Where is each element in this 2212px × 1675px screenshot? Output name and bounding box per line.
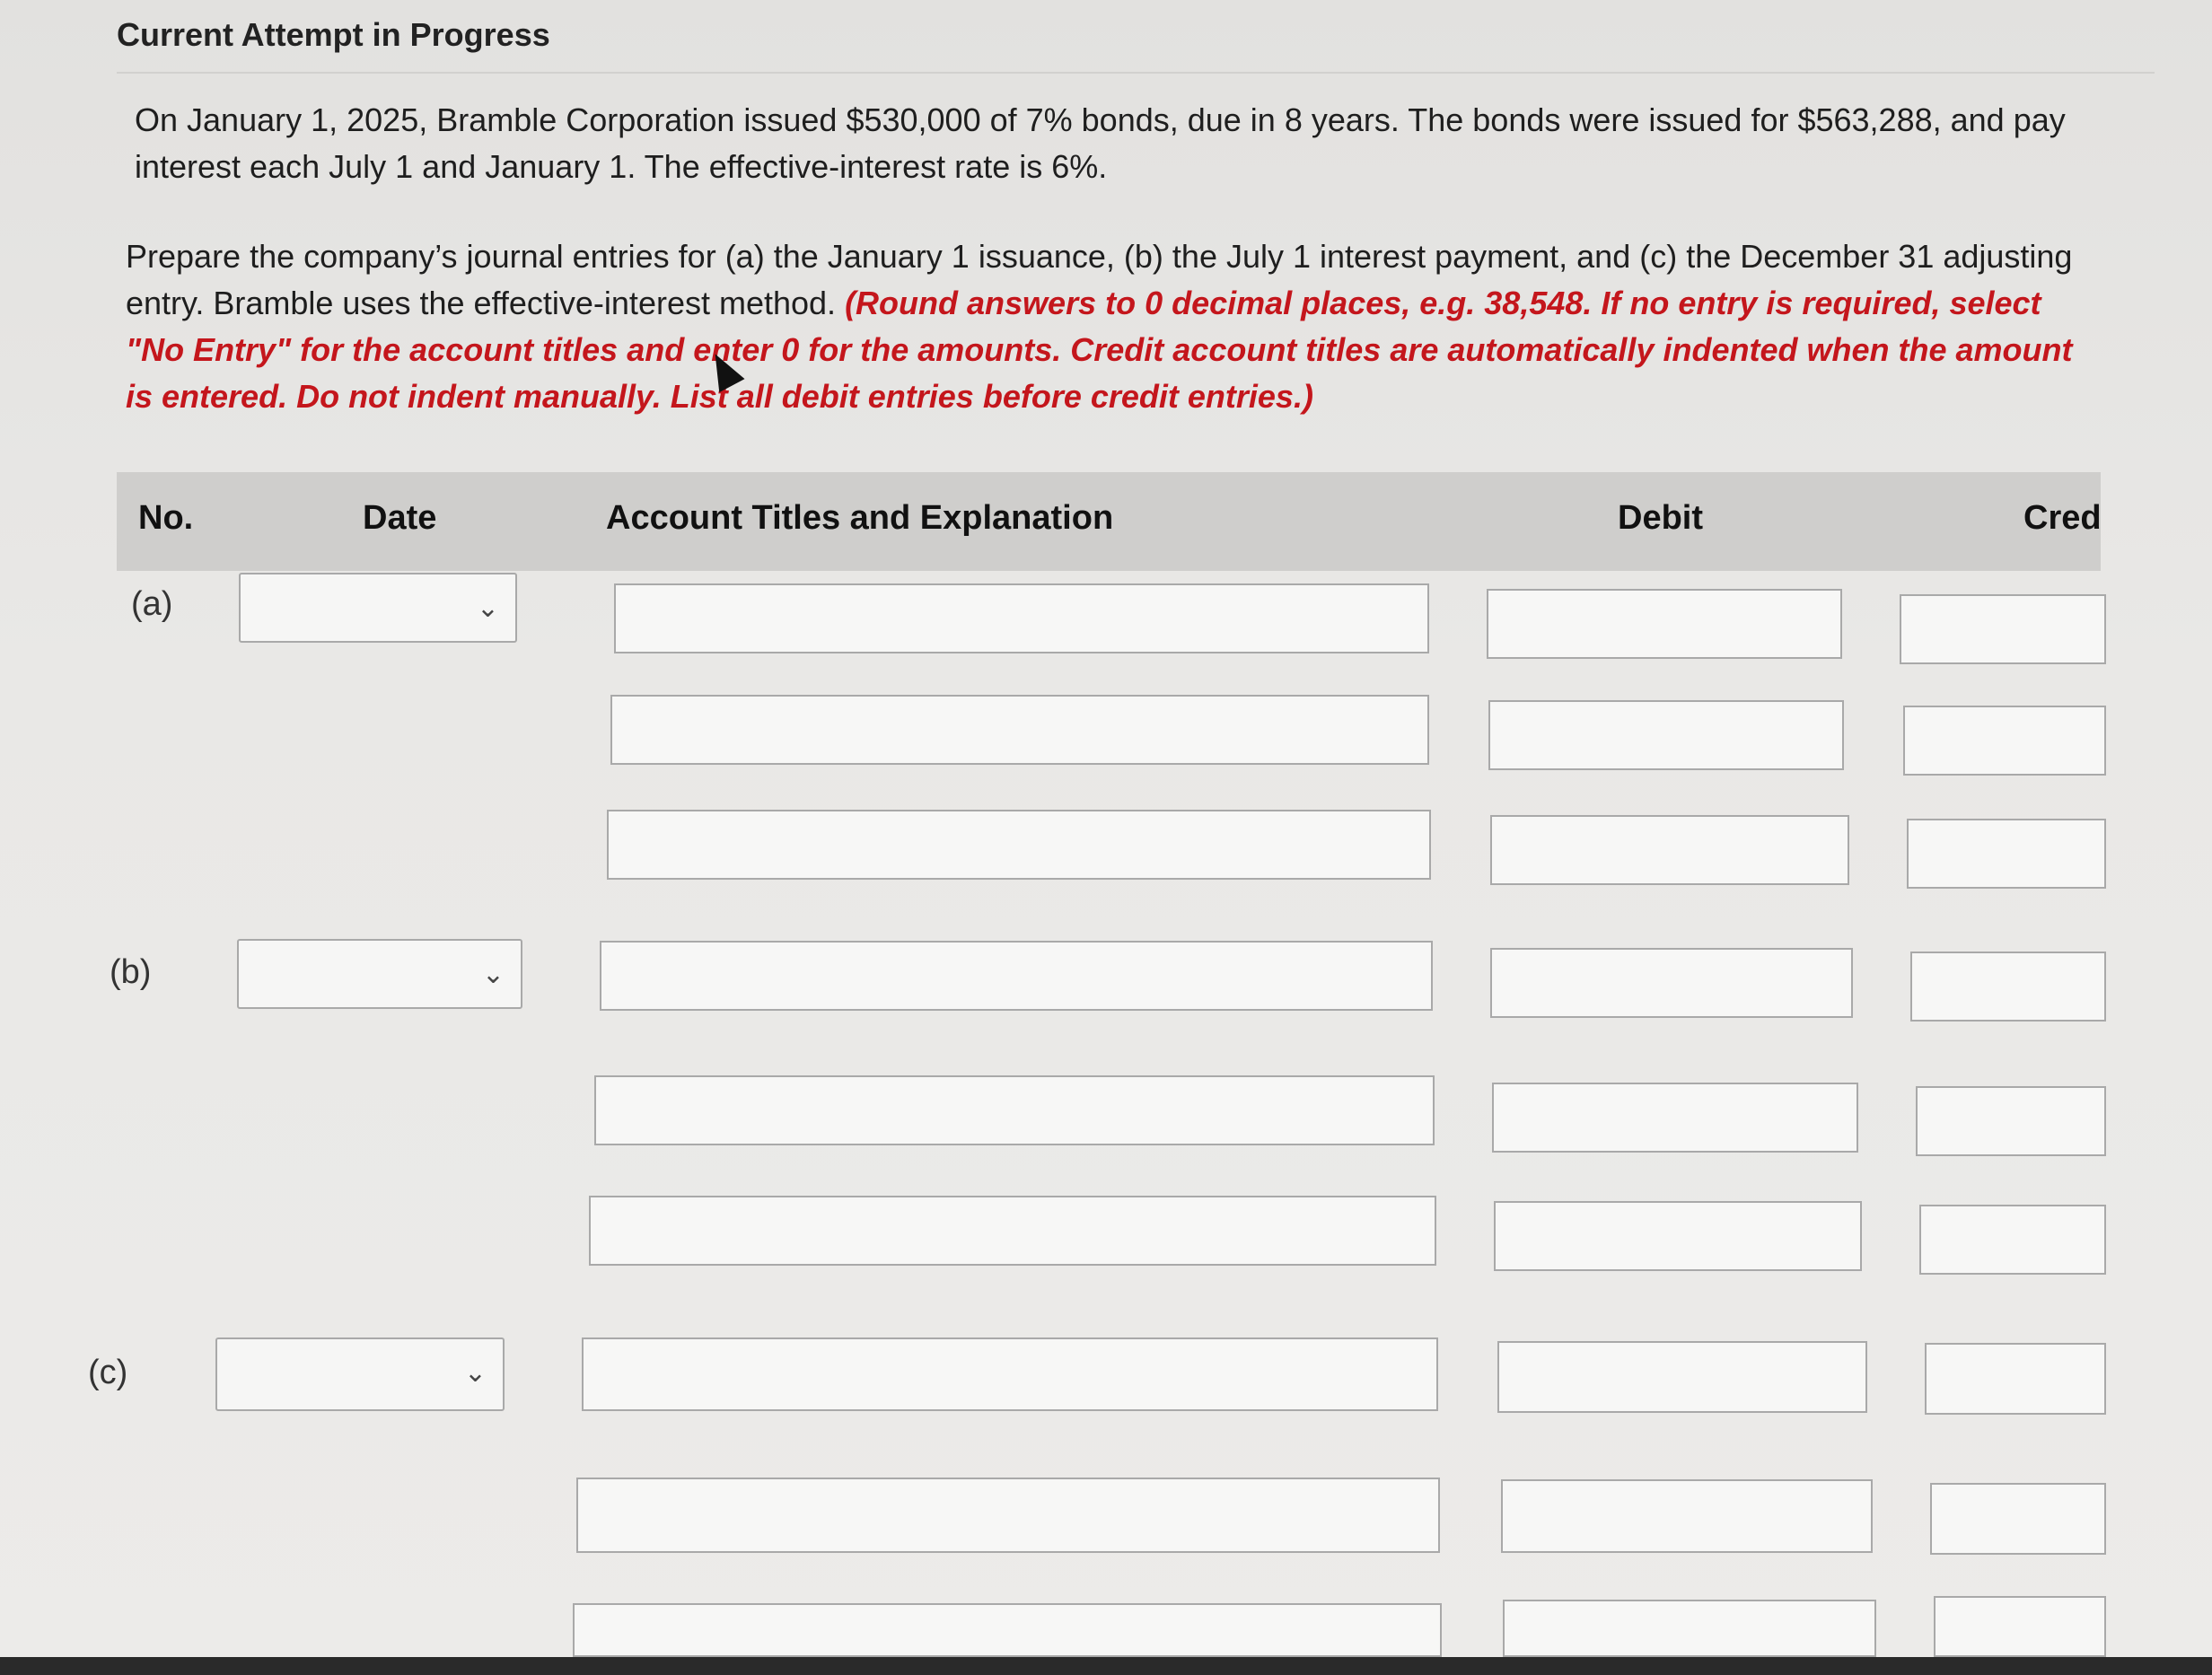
credit-field-c3[interactable] [1934,1596,2106,1657]
problem-statement: On January 1, 2025, Bramble Corporation issued $530,000 of 7% bonds, due in 8 years. The bonds were issued for $563,288, and pay interest each July 1 and January 1. The effective-interest rate is 6%. [135,101,2066,185]
debit-field-b1[interactable] [1490,948,1853,1018]
table-header [117,472,2101,571]
debit-field-a3[interactable] [1490,815,1849,885]
date-select-a[interactable] [239,573,517,643]
debit-field-b2[interactable] [1492,1083,1858,1153]
credit-field-b1[interactable] [1910,952,2106,1022]
date-select-c[interactable] [215,1337,505,1411]
chevron-down-icon: ⌄ [463,1358,487,1388]
col-header-debit: Debit [1618,499,1703,537]
attempt-title: Current Attempt in Progress [117,16,550,53]
account-field-c2[interactable] [576,1478,1440,1553]
debit-field-a1[interactable] [1487,589,1842,659]
account-field-a3[interactable] [607,810,1431,880]
instructions-red: (Round answers to 0 decimal places, e.g. 38,548. If no entry is required, select "No Entry" for the account titles and enter 0 for the amounts. Credit account titles are automatically indented when the amount is entered. Do not indent manually. List all debit entries before credit entries.) [126,285,2073,415]
account-field-b1[interactable] [600,941,1433,1011]
entry-label-c: (c) [88,1354,128,1391]
col-header-no: No. [138,499,194,537]
account-field-c3[interactable] [573,1603,1442,1657]
instructions [126,233,2101,420]
instructions-plain: Prepare the company’s journal entries for (a) the January 1 issuance, (b) the July 1 interest payment, and (c) the December 31 adjusting entry. Bramble uses the effective-interest method. [126,238,2073,321]
credit-field-b2[interactable] [1916,1086,2106,1156]
credit-field-a3[interactable] [1907,819,2106,889]
debit-field-c1[interactable] [1497,1341,1867,1413]
account-field-a2[interactable] [610,695,1429,765]
chevron-down-icon: ⌄ [476,593,499,623]
screen-bottom-bezel [0,1657,2212,1675]
account-field-b3[interactable] [589,1196,1436,1266]
debit-field-c3[interactable] [1503,1600,1876,1657]
credit-field-c2[interactable] [1930,1483,2106,1555]
entry-label-a: (a) [131,585,173,623]
col-header-credit: Cred [2023,499,2102,537]
debit-field-c2[interactable] [1501,1479,1873,1553]
col-header-date: Date [363,499,437,537]
credit-field-a1[interactable] [1900,594,2106,664]
divider [117,72,2155,74]
credit-field-c1[interactable] [1925,1343,2106,1415]
col-header-account: Account Titles and Explanation [606,499,1114,537]
chevron-down-icon: ⌄ [481,960,505,989]
account-field-c1[interactable] [582,1337,1438,1411]
entry-label-b: (b) [110,953,152,991]
debit-field-a2[interactable] [1488,700,1844,770]
account-field-b2[interactable] [594,1075,1435,1145]
debit-field-b3[interactable] [1494,1201,1862,1271]
date-select-b[interactable] [237,939,522,1009]
credit-field-b3[interactable] [1919,1205,2106,1275]
account-field-a1[interactable] [614,583,1429,653]
credit-field-a2[interactable] [1903,706,2106,776]
